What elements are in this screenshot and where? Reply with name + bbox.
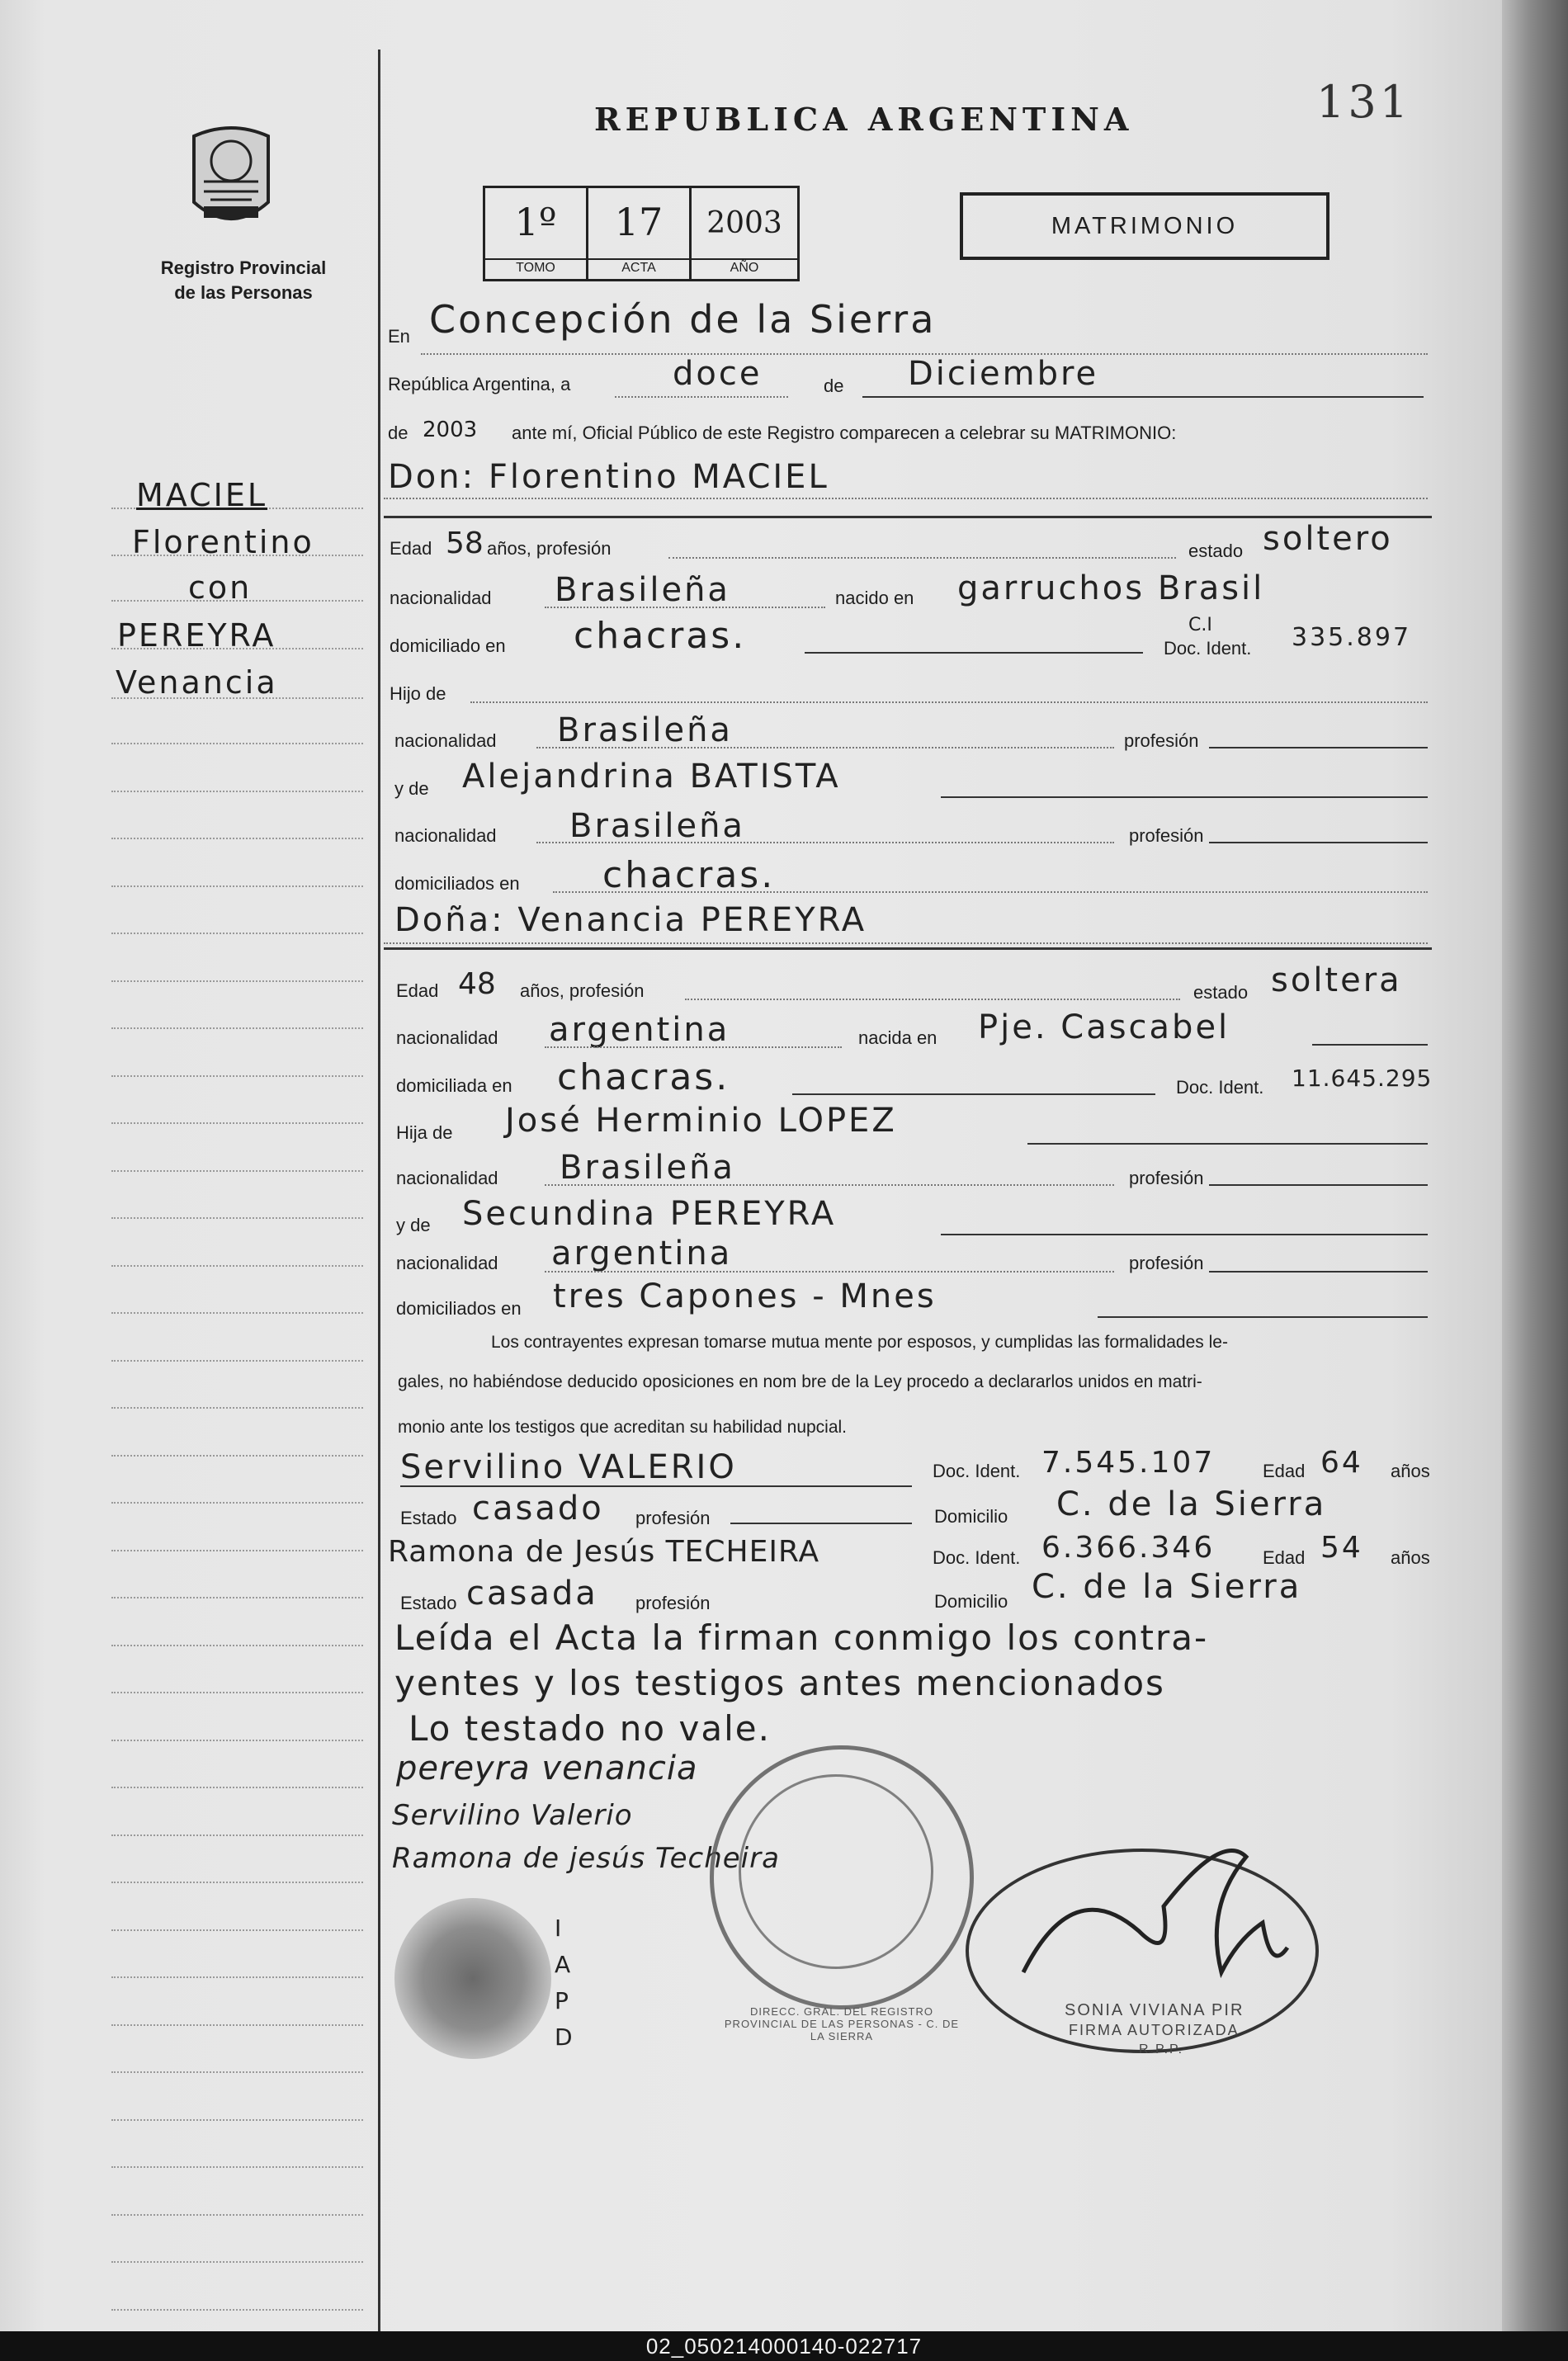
bride-edad-label: Edad	[396, 980, 439, 1001]
signature-witness2: Ramona de jesús Techeira	[392, 1842, 780, 1875]
groom-father-nationality: Brasileña	[557, 711, 733, 749]
city-value: Concepción de la Sierra	[429, 297, 937, 342]
en-label: En	[388, 326, 410, 347]
witness2-dom-label: Domicilio	[934, 1591, 1008, 1612]
groom-father-prof-label: profesión	[1124, 730, 1199, 751]
witness2-doc-label: Doc. Ident.	[933, 1547, 1021, 1568]
bride-dom-label: domiciliada en	[396, 1075, 512, 1096]
witness1-age: 64	[1320, 1446, 1363, 1480]
country-title: REPUBLICA ARGENTINA	[594, 101, 1134, 138]
bride-parents-domicile: tres Capones - Mnes	[553, 1277, 937, 1315]
book-binding	[1502, 0, 1568, 2331]
thumbprint-note: I A P D	[555, 1915, 575, 2051]
bride-hija-label: Hija de	[396, 1122, 453, 1143]
image-id-footer: 02_050214000140-022717	[0, 2331, 1568, 2361]
closing-line-3: Lo testado no vale.	[409, 1708, 771, 1749]
registry-line-2: de las Personas	[174, 282, 313, 303]
witness1-edad-label: Edad	[1263, 1461, 1306, 1481]
year-value: 2003	[423, 418, 478, 442]
bride-mother: Secundina PEREYRA	[462, 1195, 837, 1233]
bride-mother-nationality: argentina	[551, 1235, 733, 1273]
groom-mother-prof-label: profesión	[1129, 825, 1204, 846]
groom-parents-domicile: chacras.	[602, 854, 776, 896]
groom-nacido-label: nacido en	[835, 588, 914, 608]
groom-anos-profesion: años, profesión	[487, 538, 612, 559]
groom-yde-label: y de	[394, 778, 429, 799]
bride-yde-label: y de	[396, 1215, 431, 1235]
witness1-doc-label: Doc. Ident.	[933, 1461, 1021, 1481]
witness1-prof-label: profesión	[635, 1508, 711, 1528]
bride-birthplace: Pje. Cascabel	[978, 1008, 1230, 1046]
bride-anos-profesion: años, profesión	[520, 980, 645, 1001]
anio-value: 2003	[706, 206, 782, 240]
groom-doc-prefix: C.I	[1188, 615, 1212, 635]
groom-hijo-label: Hijo de	[390, 683, 446, 704]
officer-signature-stroke	[974, 1807, 1320, 2022]
bride-mother-nac-label: nacionalidad	[396, 1253, 498, 1273]
declaration-line-2: gales, no habiéndose deducido oposiciones en nom bre de la Ley procedo a declararlos unidos en matri-	[398, 1372, 1202, 1391]
bride-father-nac-label: nacionalidad	[396, 1168, 498, 1188]
acta-value: 17	[614, 200, 664, 244]
witness1-estado-label: Estado	[400, 1508, 457, 1528]
groom-dom-label: domiciliado en	[390, 635, 506, 656]
margin-name-groom: Florentino	[132, 524, 314, 560]
witness2-estado: casada	[466, 1575, 598, 1613]
groom-domicile: chacras.	[574, 615, 747, 657]
margin-name-bride: Venancia	[116, 664, 278, 701]
groom-age: 58	[446, 527, 484, 560]
witness2-estado-label: Estado	[400, 1593, 457, 1613]
declaration-line-3: monio ante los testigos que acreditan su habilidad nupcial.	[398, 1418, 848, 1437]
tomo-label: TOMO	[516, 261, 555, 275]
registry-label	[116, 256, 371, 305]
bride-nacida-label: nacida en	[858, 1027, 937, 1048]
officer-title: FIRMA AUTORIZADA	[1069, 2022, 1240, 2038]
page-number: 131	[1316, 76, 1412, 128]
witness2-name: Ramona de Jesús TECHEIRA	[388, 1535, 820, 1569]
bride-parents-dom-label: domiciliados en	[396, 1298, 522, 1319]
acta-cell	[586, 186, 692, 281]
margin-divider	[378, 50, 380, 2335]
bride-name: Doña: Venancia PEREYRA	[394, 901, 867, 939]
intro-text: ante mí, Oficial Público de este Registro comparecen a celebrar su MATRIMONIO:	[512, 423, 1177, 443]
anio-label: AÑO	[730, 261, 759, 275]
margin-surname-bride: PEREYRA	[117, 617, 276, 654]
bride-mother-prof-label: profesión	[1129, 1253, 1204, 1273]
bride-estado-label: estado	[1193, 982, 1249, 1003]
day-value: doce	[673, 355, 763, 393]
record-type-box: MATRIMONIO	[960, 192, 1329, 260]
witness2-anos: años	[1391, 1547, 1430, 1568]
tomo-value: 1º	[514, 200, 557, 244]
bride-doc: 11.645.295	[1292, 1065, 1433, 1092]
signature-witness1: Servilino Valerio	[392, 1799, 633, 1832]
official-seal	[710, 1745, 974, 2009]
groom-nationality: Brasileña	[555, 571, 730, 609]
groom-estado-label: estado	[1188, 541, 1244, 561]
witness1-estado: casado	[472, 1490, 604, 1528]
officer-name: SONIA VIVIANA PIR	[1065, 2001, 1244, 2019]
groom-name: Don: Florentino MACIEL	[388, 458, 829, 496]
bride-doc-label: Doc. Ident.	[1176, 1077, 1264, 1098]
witness2-edad-label: Edad	[1263, 1547, 1306, 1568]
provincial-emblem-icon	[186, 124, 276, 235]
tomo-cell	[483, 186, 588, 281]
declaration-line-1: Los contrayentes expresan tomarse mutua mente por esposos, y cumplidas las formalidades le-	[491, 1333, 1228, 1352]
bride-nationality: argentina	[549, 1011, 730, 1049]
groom-mother: Alejandrina BATISTA	[462, 758, 841, 796]
groom-estado: soltero	[1263, 520, 1393, 558]
thumbprint	[394, 1898, 551, 2059]
closing-line-1: Leída el Acta la firman conmigo los contra-	[394, 1617, 1209, 1658]
groom-birthplace: garruchos Brasil	[957, 569, 1265, 607]
seal-text: DIRECC. GRAL. DEL REGISTRO PROVINCIAL DE LAS PERSONAS - C. DE LA SIERRA	[724, 2005, 960, 2042]
groom-doc-label: Doc. Ident.	[1164, 638, 1252, 659]
bride-estado: soltera	[1271, 961, 1402, 999]
witness2-domicile: C. de la Sierra	[1032, 1568, 1302, 1606]
groom-edad-label: Edad	[390, 538, 432, 559]
witness1-dom-label: Domicilio	[934, 1506, 1008, 1527]
witness2-prof-label: profesión	[635, 1593, 711, 1613]
signature-bride: pereyra venancia	[396, 1750, 698, 1787]
groom-father-nac-label: nacionalidad	[394, 730, 497, 751]
groom-nac-label: nacionalidad	[390, 588, 492, 608]
de-label: de	[824, 375, 844, 396]
bride-age: 48	[458, 967, 496, 1001]
acta-label: ACTA	[621, 261, 656, 275]
republica-label: República Argentina, a	[388, 374, 571, 394]
groom-mother-nac-label: nacionalidad	[394, 825, 497, 846]
witness1-doc: 7.545.107	[1041, 1446, 1216, 1480]
witness2-doc: 6.366.346	[1041, 1531, 1216, 1565]
witness1-name: Servilino VALERIO	[400, 1448, 737, 1486]
bride-father-nationality: Brasileña	[560, 1149, 735, 1187]
margin-surname-groom: MACIEL	[136, 477, 268, 513]
witness1-domicile: C. de la Sierra	[1056, 1485, 1327, 1523]
bride-nac-label: nacionalidad	[396, 1027, 498, 1048]
margin-con: con	[188, 569, 253, 606]
witness2-age: 54	[1320, 1531, 1363, 1565]
bride-father: José Herminio LOPEZ	[505, 1102, 897, 1140]
bride-father-prof-label: profesión	[1129, 1168, 1204, 1188]
registry-line-1: Registro Provincial	[160, 257, 327, 278]
bride-domicile: chacras.	[557, 1056, 730, 1098]
witness1-anos: años	[1391, 1461, 1430, 1481]
groom-mother-nationality: Brasileña	[569, 807, 745, 845]
groom-parents-dom-label: domiciliados en	[394, 873, 520, 894]
de2-label: de	[388, 423, 409, 443]
groom-doc: 335.897	[1292, 623, 1412, 652]
anio-cell	[689, 186, 800, 281]
month-value: Diciembre	[908, 355, 1099, 393]
officer-office: R.P.P.	[1139, 2042, 1184, 2056]
volume-table	[483, 186, 800, 281]
closing-line-2: yentes y los testigos antes mencionados	[394, 1663, 1165, 1703]
